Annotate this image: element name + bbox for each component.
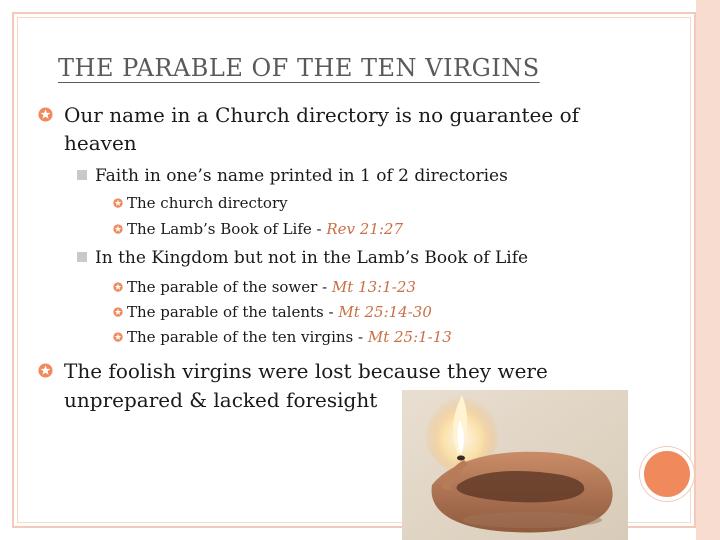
right-decor-band [696,0,720,540]
bullet-text-line1: The foolish virgins were lost because they were [64,359,548,383]
sub-bullet-text: In the Kingdom but not in the Lamb’s Book of Life [95,248,529,268]
bullet-text-line2: heaven [64,131,137,155]
decor-circle [640,447,694,501]
scripture-reference: Mt 13:1-23 [331,278,416,296]
sub-sub-bullet-text: The parable of the sower - Mt 13:1-23 [127,278,416,296]
star-in-circle-icon [113,307,123,317]
scripture-reference: Mt 25:14-30 [338,303,432,321]
oil-lamp-image [402,390,628,540]
square-bullet-icon [77,252,87,262]
sub-sub-bullet-text: The Lamb’s Book of Life - Rev 21:27 [127,220,403,238]
scripture-reference: Mt 25:1-13 [367,328,452,346]
star-in-circle-icon [113,198,123,208]
square-bullet-icon [77,170,87,180]
sub-sub-bullet-text: The parable of the talents - Mt 25:14-30 [127,303,432,321]
bullet-text-line1: Our name in a Church directory is no guarantee of [64,103,580,127]
scripture-reference: Rev 21:27 [326,220,403,238]
sub-sub-bullet-text: The church directory [127,194,288,212]
star-in-circle-icon [38,363,53,378]
star-in-circle-icon [113,282,123,292]
sub-bullet-text: Faith in one’s name printed in 1 of 2 directories [95,166,508,186]
sub-sub-bullet-text: The parable of the ten virgins - Mt 25:1-13 [127,328,452,346]
star-in-circle-icon [113,224,123,234]
bullet-text-line2: unprepared & lacked foresight [64,388,378,412]
star-in-circle-icon [113,332,123,342]
star-in-circle-icon [38,107,53,122]
slide-title: THE PARABLE OF THE TEN VIRGINS [58,54,540,82]
